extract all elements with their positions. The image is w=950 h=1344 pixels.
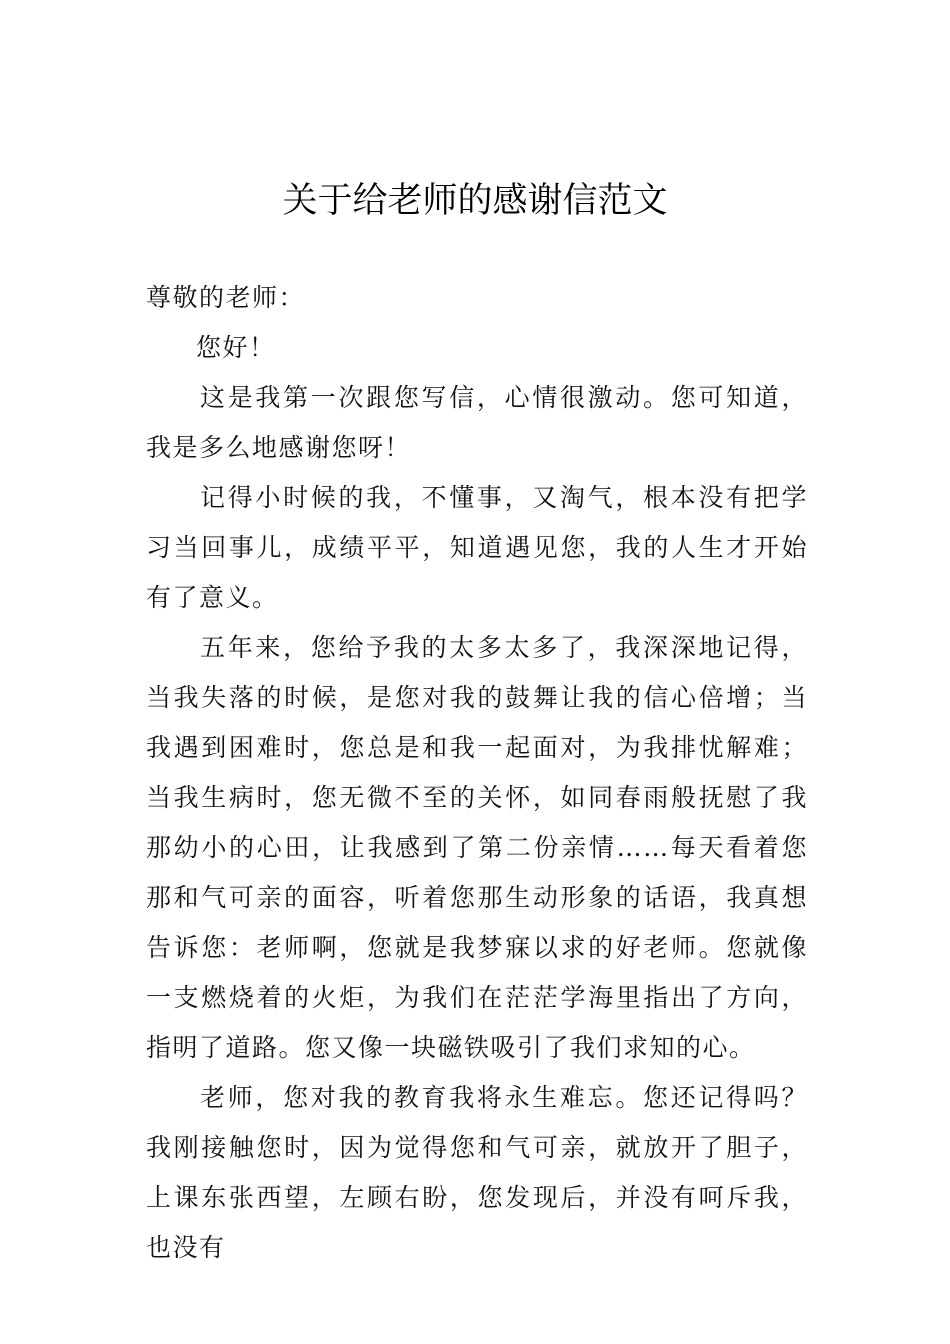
paragraph: 记得小时候的我，不懂事，又淘气，根本没有把学习当回事儿，成绩平平，知道遇见您，我的人生才开始有了意义。 [146, 483, 808, 612]
greeting: 您好！ [196, 333, 276, 362]
paragraph: 五年来，您给予我的太多太多了，我深深地记得，当我失落的时候，是您对我的鼓舞让我的信心倍增；当我遇到困难时，您总是和我一起面对，为我排忧解难；当我生病时，您无微不至的关怀，如同春雨般抚慰了我那幼小的心田，让我感到了第二份亲情……每天看着您那和气可亲的面容，听着您那生动形象的话语，我真想告诉您：老师啊，您就是我梦寐以求的好老师。您就像一支燃烧着的火炬，为我们在茫茫学海里指出了方向，指明了道路。您又像一块磁铁吸引了我们求知的心。 [146, 633, 808, 1062]
paragraph: 这是我第一次跟您写信，心情很激动。您可知道，我是多么地感谢您呀！ [146, 383, 808, 462]
salutation: 尊敬的老师： [146, 283, 306, 312]
letter-body [146, 273, 808, 1273]
paragraph: 老师，您对我的教育我将永生难忘。您还记得吗？我刚接触您时，因为觉得您和气可亲，就放开了胆子，上课东张西望，左顾右盼，您发现后，并没有呵斥我，也没有 [146, 1083, 808, 1262]
document-title: 关于给老师的感谢信范文 [282, 181, 668, 221]
